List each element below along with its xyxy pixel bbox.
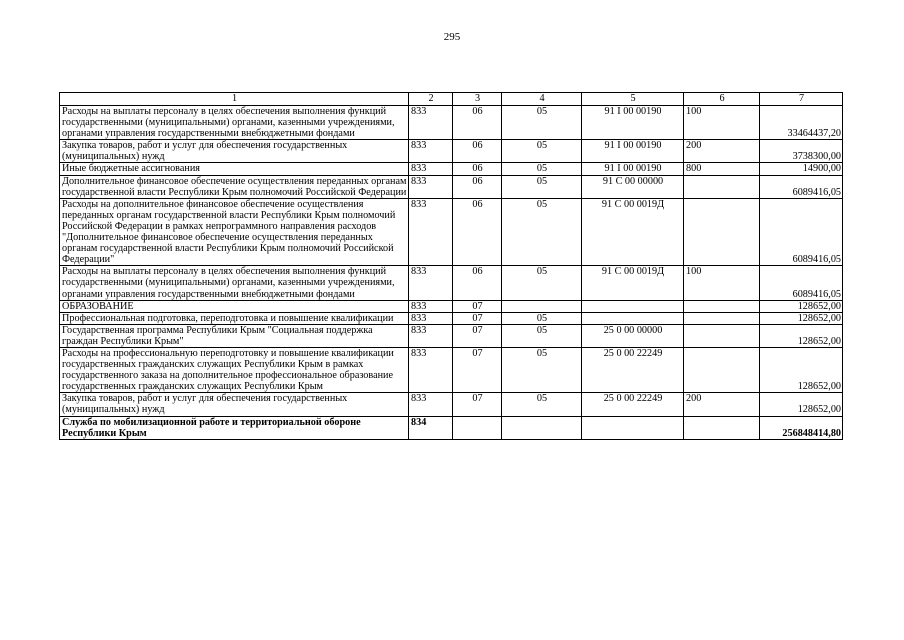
row-amount-cell: 3738300,00 bbox=[760, 140, 843, 163]
row-section-cell: 07 bbox=[453, 393, 502, 416]
row-amount-cell: 128652,00 bbox=[760, 312, 843, 324]
row-type-cell bbox=[684, 175, 760, 198]
row-amount-cell: 6089416,05 bbox=[760, 266, 843, 300]
row-subsection-cell: 05 bbox=[502, 140, 582, 163]
row-target-cell: 91 I 00 00190 bbox=[582, 163, 684, 175]
header-cell: 2 bbox=[409, 93, 453, 106]
row-code-cell: 833 bbox=[409, 266, 453, 300]
header-cell: 3 bbox=[453, 93, 502, 106]
row-name-cell: Государственная программа Республики Крым "Социальная поддержка граждан Республики Крым" bbox=[60, 324, 409, 347]
row-section-cell: 06 bbox=[453, 163, 502, 175]
row-type-cell: 200 bbox=[684, 140, 760, 163]
page-number: 295 bbox=[443, 31, 461, 43]
row-subsection-cell: 05 bbox=[502, 266, 582, 300]
row-amount-cell: 6089416,05 bbox=[760, 175, 843, 198]
row-target-cell bbox=[582, 312, 684, 324]
row-code-cell: 833 bbox=[409, 347, 453, 392]
row-code-cell: 834 bbox=[409, 416, 453, 439]
row-name-cell: Дополнительное финансовое обеспечение осуществления переданных органам государственной власти Республики Крым полномочий Российской Федерации bbox=[60, 175, 409, 198]
row-target-cell bbox=[582, 416, 684, 439]
row-target-cell: 25 0 00 00000 bbox=[582, 324, 684, 347]
table-row bbox=[60, 106, 843, 140]
header-cell: 4 bbox=[502, 93, 582, 106]
table-row bbox=[60, 175, 843, 198]
row-code-cell: 833 bbox=[409, 175, 453, 198]
row-code-cell: 833 bbox=[409, 393, 453, 416]
row-subsection-cell: 05 bbox=[502, 198, 582, 266]
row-subsection-cell: 05 bbox=[502, 324, 582, 347]
row-amount-cell: 256848414,80 bbox=[760, 416, 843, 439]
row-code-cell: 833 bbox=[409, 324, 453, 347]
table-row bbox=[60, 393, 843, 416]
row-type-cell bbox=[684, 312, 760, 324]
row-code-cell: 833 bbox=[409, 198, 453, 266]
table-row bbox=[60, 300, 843, 312]
header-cell: 6 bbox=[684, 93, 760, 106]
row-code-cell: 833 bbox=[409, 312, 453, 324]
row-section-cell: 07 bbox=[453, 312, 502, 324]
row-target-cell: 91 С 00 0019Д bbox=[582, 198, 684, 266]
row-amount-cell: 128652,00 bbox=[760, 300, 843, 312]
row-name-cell: Служба по мобилизационной работе и территориальной обороне Республики Крым bbox=[60, 416, 409, 439]
row-name-cell: Расходы на выплаты персоналу в целях обеспечения выполнения функций государственными (муниципальными) органами, казенными учреждениями, органами управления государственными внебюджетными фондами bbox=[60, 106, 409, 140]
row-amount-cell: 14900,00 bbox=[760, 163, 843, 175]
row-amount-cell: 128652,00 bbox=[760, 347, 843, 392]
row-target-cell: 91 С 00 0019Д bbox=[582, 266, 684, 300]
table-row bbox=[60, 324, 843, 347]
table-row bbox=[60, 347, 843, 392]
row-subsection-cell bbox=[502, 300, 582, 312]
row-section-cell: 07 bbox=[453, 347, 502, 392]
row-subsection-cell bbox=[502, 416, 582, 439]
row-type-cell bbox=[684, 198, 760, 266]
table-row bbox=[60, 198, 843, 266]
row-name-cell: ОБРАЗОВАНИЕ bbox=[60, 300, 409, 312]
row-name-cell: Расходы на выплаты персоналу в целях обеспечения выполнения функций государственными (муниципальными) органами, казенными учреждениями, органами управления государственными внебюджетными фондами bbox=[60, 266, 409, 300]
row-name-cell: Расходы на дополнительное финансовое обеспечение осуществления переданных органам государственной власти Республики Крым полномочий Российской Федерации в рамках непрограммного направления расходов "Дополнительное финансовое обеспечение осуществления переданных органам государственной власти Республики Крым полномочий Российской Федерации" bbox=[60, 198, 409, 266]
row-type-cell: 100 bbox=[684, 266, 760, 300]
row-type-cell: 800 bbox=[684, 163, 760, 175]
row-type-cell bbox=[684, 324, 760, 347]
row-section-cell: 06 bbox=[453, 266, 502, 300]
row-subsection-cell: 05 bbox=[502, 393, 582, 416]
row-type-cell bbox=[684, 347, 760, 392]
row-name-cell: Профессиональная подготовка, переподготовка и повышение квалификации bbox=[60, 312, 409, 324]
row-type-cell bbox=[684, 300, 760, 312]
row-section-cell bbox=[453, 416, 502, 439]
row-target-cell: 25 0 00 22249 bbox=[582, 347, 684, 392]
row-section-cell: 06 bbox=[453, 175, 502, 198]
row-subsection-cell: 05 bbox=[502, 347, 582, 392]
row-type-cell: 200 bbox=[684, 393, 760, 416]
row-amount-cell: 33464437,20 bbox=[760, 106, 843, 140]
table-row bbox=[60, 266, 843, 300]
row-type-cell: 100 bbox=[684, 106, 760, 140]
row-target-cell: 91 I 00 00190 bbox=[582, 106, 684, 140]
budget-table bbox=[59, 92, 843, 440]
row-code-cell: 833 bbox=[409, 300, 453, 312]
row-target-cell: 91 I 00 00190 bbox=[582, 140, 684, 163]
row-code-cell: 833 bbox=[409, 163, 453, 175]
header-cell: 1 bbox=[60, 93, 409, 106]
table-row bbox=[60, 312, 843, 324]
row-amount-cell: 6089416,05 bbox=[760, 198, 843, 266]
table-row bbox=[60, 163, 843, 175]
row-code-cell: 833 bbox=[409, 140, 453, 163]
row-section-cell: 07 bbox=[453, 324, 502, 347]
table-row bbox=[60, 140, 843, 163]
row-code-cell: 833 bbox=[409, 106, 453, 140]
row-type-cell bbox=[684, 416, 760, 439]
row-amount-cell: 128652,00 bbox=[760, 393, 843, 416]
row-amount-cell: 128652,00 bbox=[760, 324, 843, 347]
row-name-cell: Закупка товаров, работ и услуг для обеспечения государственных (муниципальных) нужд bbox=[60, 140, 409, 163]
row-target-cell: 91 С 00 00000 bbox=[582, 175, 684, 198]
table-row bbox=[60, 416, 843, 439]
row-subsection-cell: 05 bbox=[502, 175, 582, 198]
row-section-cell: 06 bbox=[453, 106, 502, 140]
row-target-cell: 25 0 00 22249 bbox=[582, 393, 684, 416]
row-section-cell: 06 bbox=[453, 198, 502, 266]
header-cell: 5 bbox=[582, 93, 684, 106]
row-subsection-cell: 05 bbox=[502, 312, 582, 324]
row-name-cell: Расходы на профессиональную переподготовку и повышение квалификации государственных гражданских служащих Республики Крым в рамках государственного заказа на дополнительное профессиональное образование государственных гражданских служащих Республики Крым bbox=[60, 347, 409, 392]
row-section-cell: 07 bbox=[453, 300, 502, 312]
row-subsection-cell: 05 bbox=[502, 106, 582, 140]
row-subsection-cell: 05 bbox=[502, 163, 582, 175]
table-header-row bbox=[60, 93, 843, 106]
row-section-cell: 06 bbox=[453, 140, 502, 163]
row-target-cell bbox=[582, 300, 684, 312]
row-name-cell: Закупка товаров, работ и услуг для обеспечения государственных (муниципальных) нужд bbox=[60, 393, 409, 416]
row-name-cell: Иные бюджетные ассигнования bbox=[60, 163, 409, 175]
header-cell: 7 bbox=[760, 93, 843, 106]
